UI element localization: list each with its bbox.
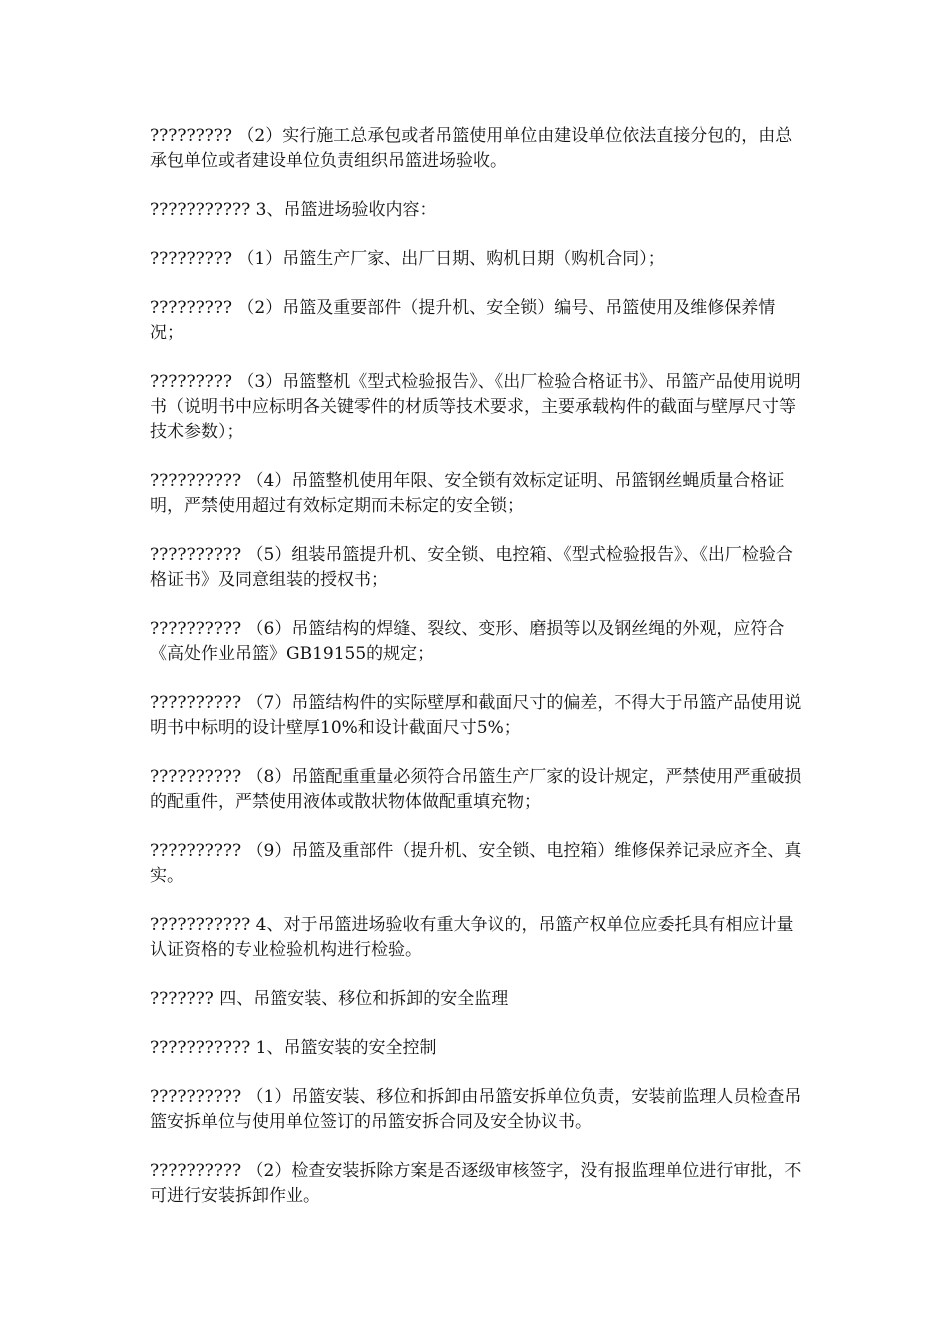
- paragraph: ?????????? （6）吊篮结构的焊缝、裂纹、变形、磨损等以及钢丝绳的外观，应符合《高处作业吊篮》GB19155的规定；: [150, 619, 785, 664]
- paragraph: ??????????? 3、吊篮进场验收内容：: [150, 200, 437, 220]
- paragraph: ?????????? （7）吊篮结构件的实际壁厚和截面尺寸的偏差，不得大于吊篮产品使用说明书中标明的设计壁厚10%和设计截面尺寸5%；: [150, 693, 802, 738]
- paragraph: ?????????? （8）吊篮配重重量必须符合吊篮生产厂家的设计规定，严禁使用严重破损的配重件，严禁使用液体或散状物体做配重填充物；: [150, 767, 802, 812]
- paragraph: ?????????? （1）吊篮安装、移位和拆卸由吊篮安拆单位负责，安装前监理人员检查吊篮安拆单位与使用单位签订的吊篮安拆合同及安全协议书。: [150, 1087, 802, 1132]
- paragraph: ?????????? （4）吊篮整机使用年限、安全锁有效标定证明、吊篮钢丝蝇质量合格证明，严禁使用超过有效标定期而未标定的安全锁；: [150, 471, 785, 516]
- paragraph: ?????????? （5）组装吊篮提升机、安全锁、电控箱、《型式检验报告》、《出厂检验合格证书》及同意组装的授权书；: [150, 545, 793, 590]
- section-heading: ??????? 四、吊篮安装、移位和拆卸的安全监理: [150, 989, 509, 1009]
- paragraph: ????????? （2）实行施工总承包或者吊篮使用单位由建设单位依法直接分包的，由总承包单位或者建设单位负责组织吊篮进场验收。: [150, 126, 793, 171]
- document-body: [150, 124, 806, 1233]
- paragraph: ????????? （2）吊篮及重要部件（提升机、安全锁）编号、吊篮使用及维修保养情况；: [150, 298, 776, 343]
- paragraph: ?????????? （2）检查安装拆除方案是否逐级审核签字，没有报监理单位进行审批，不可进行安装拆卸作业。: [150, 1161, 802, 1206]
- paragraph: ????????? （3）吊篮整机《型式检验报告》、《出厂检验合格证书》、吊篮产品使用说明书（说明书中应标明各关键零件的材质等技术要求，主要承载构件的截面与壁厚尺寸等技术参数）；: [150, 372, 801, 442]
- paragraph: ??????????? 4、对于吊篮进场验收有重大争议的，吊篮产权单位应委托具有相应计量认证资格的专业检验机构进行检验。: [150, 915, 794, 960]
- paragraph: ?????????? （9）吊篮及重部件（提升机、安全锁、电控箱）维修保养记录应齐全、真实。: [150, 841, 802, 886]
- subsection-heading: ??????????? 1、吊篮安装的安全控制: [150, 1038, 437, 1058]
- paragraph: ????????? （1）吊篮生产厂家、出厂日期、购机日期（购机合同）；: [150, 249, 665, 269]
